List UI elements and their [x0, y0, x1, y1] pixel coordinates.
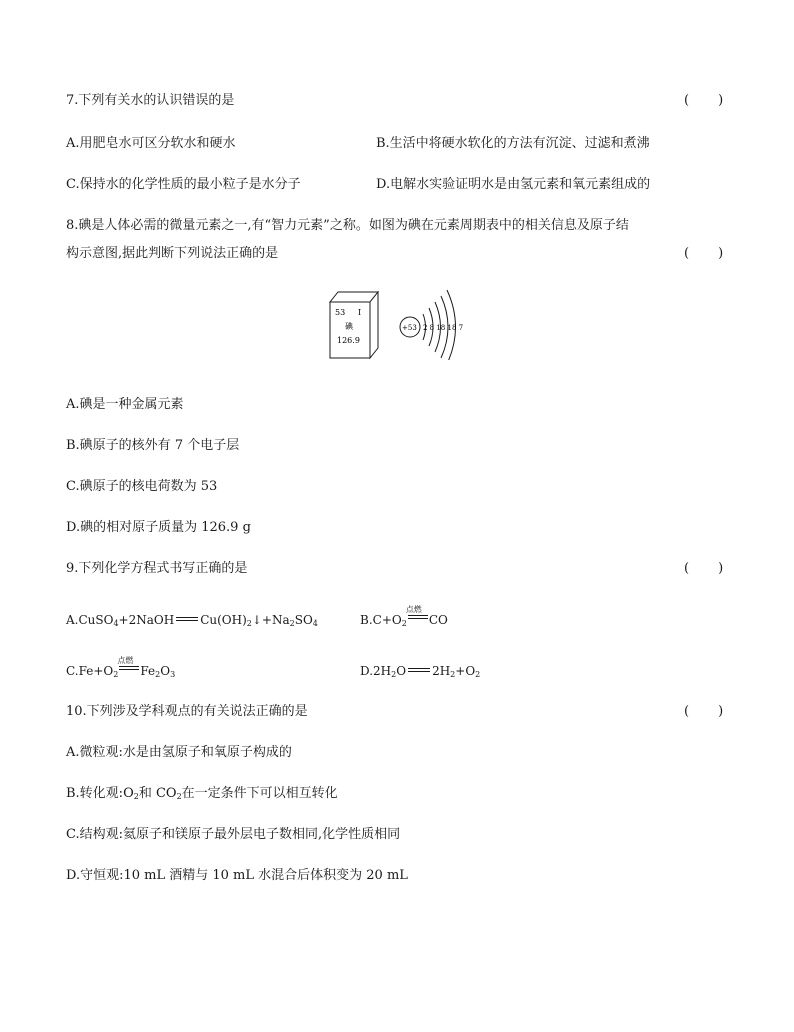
q10-option-a: A.微粒观:水是由氢原子和氧原子构成的 — [66, 745, 292, 760]
q8-stem-line1: 8.碘是人体必需的微量元素之一,有“智力元素”之称。如图为碘在元素周期表中的相关信息及原子结 — [66, 218, 629, 233]
nucleus-charge: +53 — [402, 324, 417, 332]
q10-stem: 10.下列涉及学科观点的有关说法正确的是 — [66, 704, 308, 719]
q7-option-c: C.保持水的化学性质的最小粒子是水分子 — [66, 177, 301, 192]
iodine-figure — [328, 288, 468, 360]
periodic-cell — [330, 292, 378, 358]
q10-option-d: D.守恒观:10 mL 酒精与 10 mL 水混合后体积变为 20 mL — [66, 868, 408, 883]
q7-option-a: A.用肥皂水可区分软水和硬水 — [66, 136, 236, 151]
q8-option-b: B.碘原子的核外有 7 个电子层 — [66, 438, 240, 453]
q8-option-c: C.碘原子的核电荷数为 53 — [66, 479, 218, 494]
element-symbol: I — [358, 308, 362, 317]
shell-electrons: 2 8 18 18 7 — [423, 324, 464, 332]
q10-option-c: C.结构观:氦原子和镁原子最外层电子数相同,化学性质相同 — [66, 827, 401, 842]
equals-sign — [176, 617, 198, 621]
ignite-arrow: 点燃 — [119, 663, 139, 673]
q10-answer-blank: ( ) — [684, 704, 725, 719]
q8-stem-line2: 构示意图,据此判断下列说法正确的是 — [66, 246, 279, 261]
q9-stem: 9.下列化学方程式书写正确的是 — [66, 561, 248, 576]
q7-option-d: D.电解水实验证明水是由氢元素和氧元素组成的 — [376, 177, 651, 192]
q9-option-a: A.CuSO$_4$+2NaOH $Cu(OH)_2↓+Na_2SO_4$ — [66, 613, 318, 628]
q8-option-d: D.碘的相对原子质量为 126.9 g — [66, 520, 251, 535]
atom-structure — [400, 290, 463, 360]
q9-option-b: $B.C+O_2$ 点燃 CO — [360, 605, 448, 628]
q9-answer-blank: ( ) — [684, 561, 725, 576]
q10-option-b: B.转化观$:O_2$和 $CO_2$在一定条件下可以相互转化 — [66, 786, 338, 801]
atomic-mass: 126.9 — [337, 336, 360, 345]
q9-option-d: $D.2H_2O$ $2H_2+O_2$ — [360, 664, 481, 679]
q8-answer-blank: ( ) — [684, 246, 725, 261]
equals-sign — [408, 668, 430, 672]
element-name: 碘 — [345, 322, 353, 331]
q9-option-c: $C.Fe+O_2$ 点燃 $Fe_2O_3$ — [66, 656, 176, 679]
ignite-arrow: 点燃 — [408, 612, 428, 622]
q7-stem: 7.下列有关水的认识错误的是 — [66, 93, 235, 108]
atomic-number: 53 — [335, 308, 346, 317]
q7-option-b: B.生活中将硬水软化的方法有沉淀、过滤和煮沸 — [376, 136, 650, 151]
q8-option-a: A.碘是一种金属元素 — [66, 397, 184, 412]
q7-answer-blank: ( ) — [684, 93, 725, 108]
